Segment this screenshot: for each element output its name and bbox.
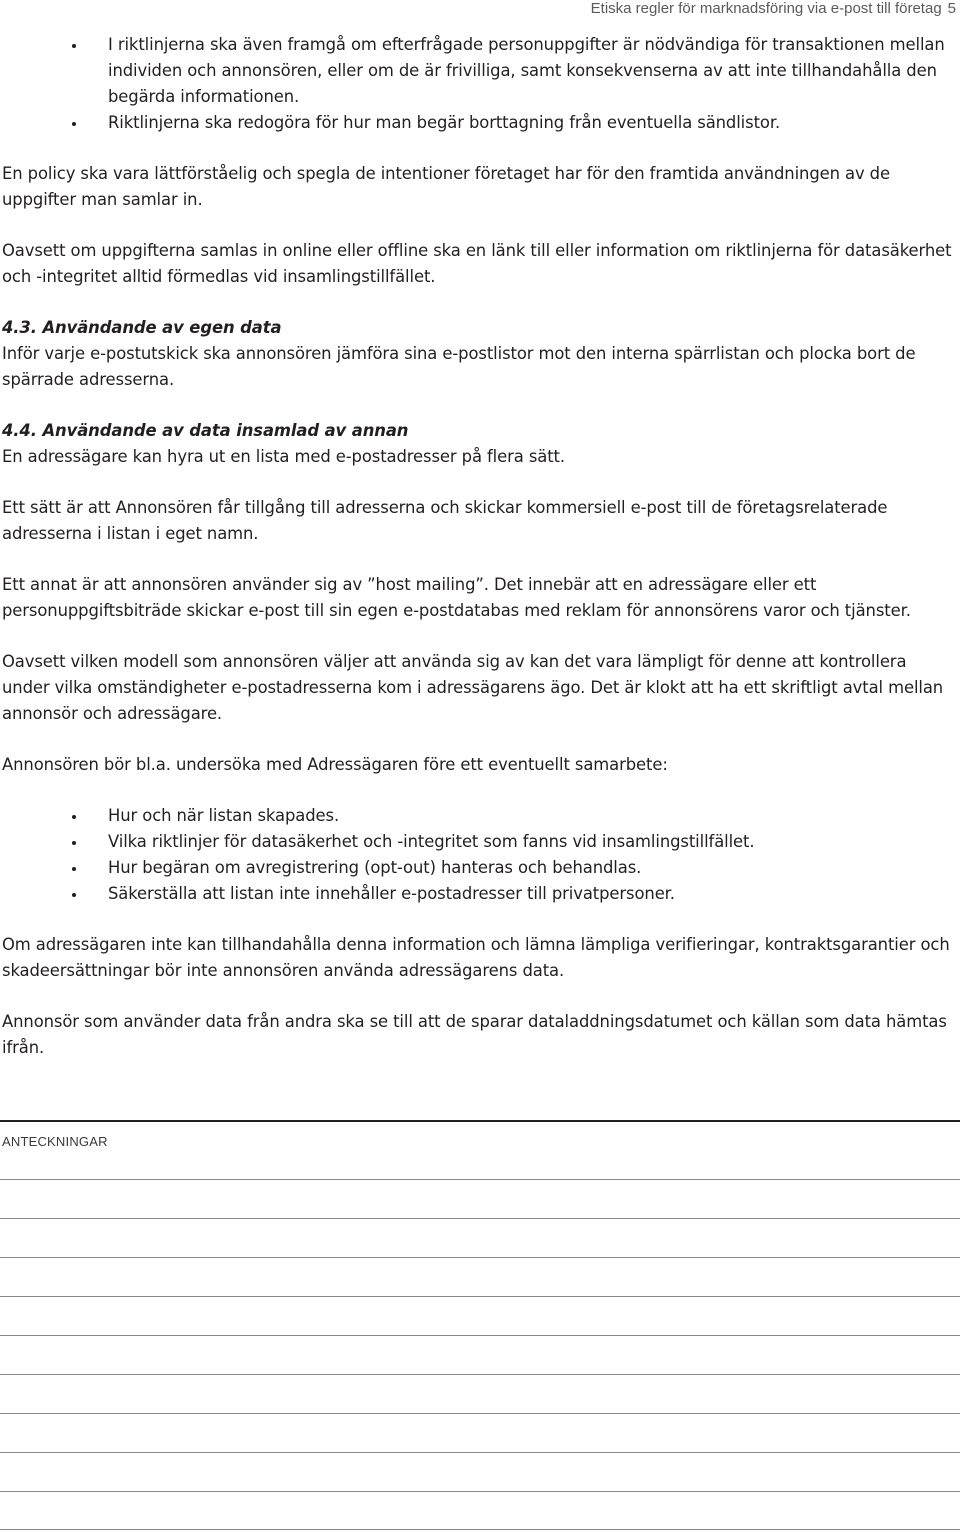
requirements-list: [2, 32, 958, 136]
paragraph-policy: En policy ska vara lättförståelig och spegla de intentioner företaget har för den framtida användningen av de uppgifter man samlar in.: [2, 164, 890, 209]
list-item: Hur och när listan skapades.: [2, 803, 958, 829]
section-body-4-3: Inför varje e-postutskick ska annonsören jämföra sina e-postlistor mot den interna spärrlistan och plocka bort de spärrade adresserna.: [2, 344, 916, 389]
page-header: [591, 0, 956, 18]
paragraph-checklist-intro: Annonsören bör bl.a. undersöka med Adressägaren före ett eventuellt samarbete:: [2, 755, 668, 774]
note-line: [0, 1374, 960, 1375]
document-body: [2, 32, 958, 1061]
paragraph-ett-satt: Ett sätt är att Annonsören får tillgång till adresserna och skickar kommersiell e-post till de företagsrelaterade adresserna i listan i eget namn.: [2, 498, 888, 543]
note-line: [0, 1257, 960, 1258]
note-line: [0, 1218, 960, 1219]
page-number: 5: [947, 0, 956, 17]
notes-divider: [0, 1120, 960, 1122]
checklist: [2, 803, 958, 907]
note-line: [0, 1491, 960, 1492]
list-item: Riktlinjerna ska redogöra för hur man begär borttagning från eventuella sändlistor.: [2, 110, 958, 136]
section-heading-4-4: 4.4. Användande av data insamlad av annan: [2, 421, 409, 440]
notes-label: ANTECKNINGAR: [2, 1134, 108, 1149]
note-line: [0, 1296, 960, 1297]
section-heading-4-3: 4.3. Användande av egen data: [2, 318, 282, 337]
list-item: Säkerställa att listan inte innehåller e-postadresser till privatpersoner.: [2, 881, 958, 907]
running-title: Etiska regler för marknadsföring via e-post till företag: [590, 0, 942, 17]
paragraph-annonsor: Annonsör som använder data från andra ska se till att de sparar dataladdningsdatumet och källan som data hämtas ifrån.: [2, 1012, 947, 1057]
paragraph-om-adressagaren: Om adressägaren inte kan tillhandahålla denna information och lämna lämpliga verifieringar, kontraktsgarantier och skadeersättningar bör inte annonsören använda adressägarens data.: [2, 935, 950, 980]
paragraph-offline: Oavsett om uppgifterna samlas in online eller offline ska en länk till eller information om riktlinjerna för datasäkerhet och -integritet alltid förmedlas vid insamlingstillfället.: [2, 241, 952, 286]
list-item: I riktlinjerna ska även framgå om efterfrågade personuppgifter är nödvändiga för transaktionen mellan individen och annonsören, eller om de är frivilliga, samt konsekvenserna av att inte tillhandahålla den begärda informationen.: [2, 32, 958, 110]
note-line: [0, 1452, 960, 1453]
list-item: Hur begäran om avregistrering (opt-out) hanteras och behandlas.: [2, 855, 958, 881]
note-line: [0, 1335, 960, 1336]
note-line: [0, 1179, 960, 1180]
list-item: Vilka riktlinjer för datasäkerhet och -integritet som fanns vid insamlingstillfället.: [2, 829, 958, 855]
paragraph-host-mailing: Ett annat är att annonsören använder sig av ”host mailing”. Det innebär att en adressägare eller ett personuppgiftsbiträde skickar e-post till sin egen e-postdatabas med reklam för annonsörens varor och tjänster.: [2, 575, 911, 620]
note-line: [0, 1529, 960, 1530]
note-line: [0, 1413, 960, 1414]
paragraph-oavsett-modell: Oavsett vilken modell som annonsören väljer att använda sig av kan det vara lämpligt för denne att kontrollera under vilka omständigheter e-postadresserna kom i adressägarens ägo. Det är klokt att ha ett skriftligt avtal mellan annonsör och adressägare.: [2, 652, 944, 723]
section-body-4-4: En adressägare kan hyra ut en lista med e-postadresser på flera sätt.: [2, 447, 565, 466]
